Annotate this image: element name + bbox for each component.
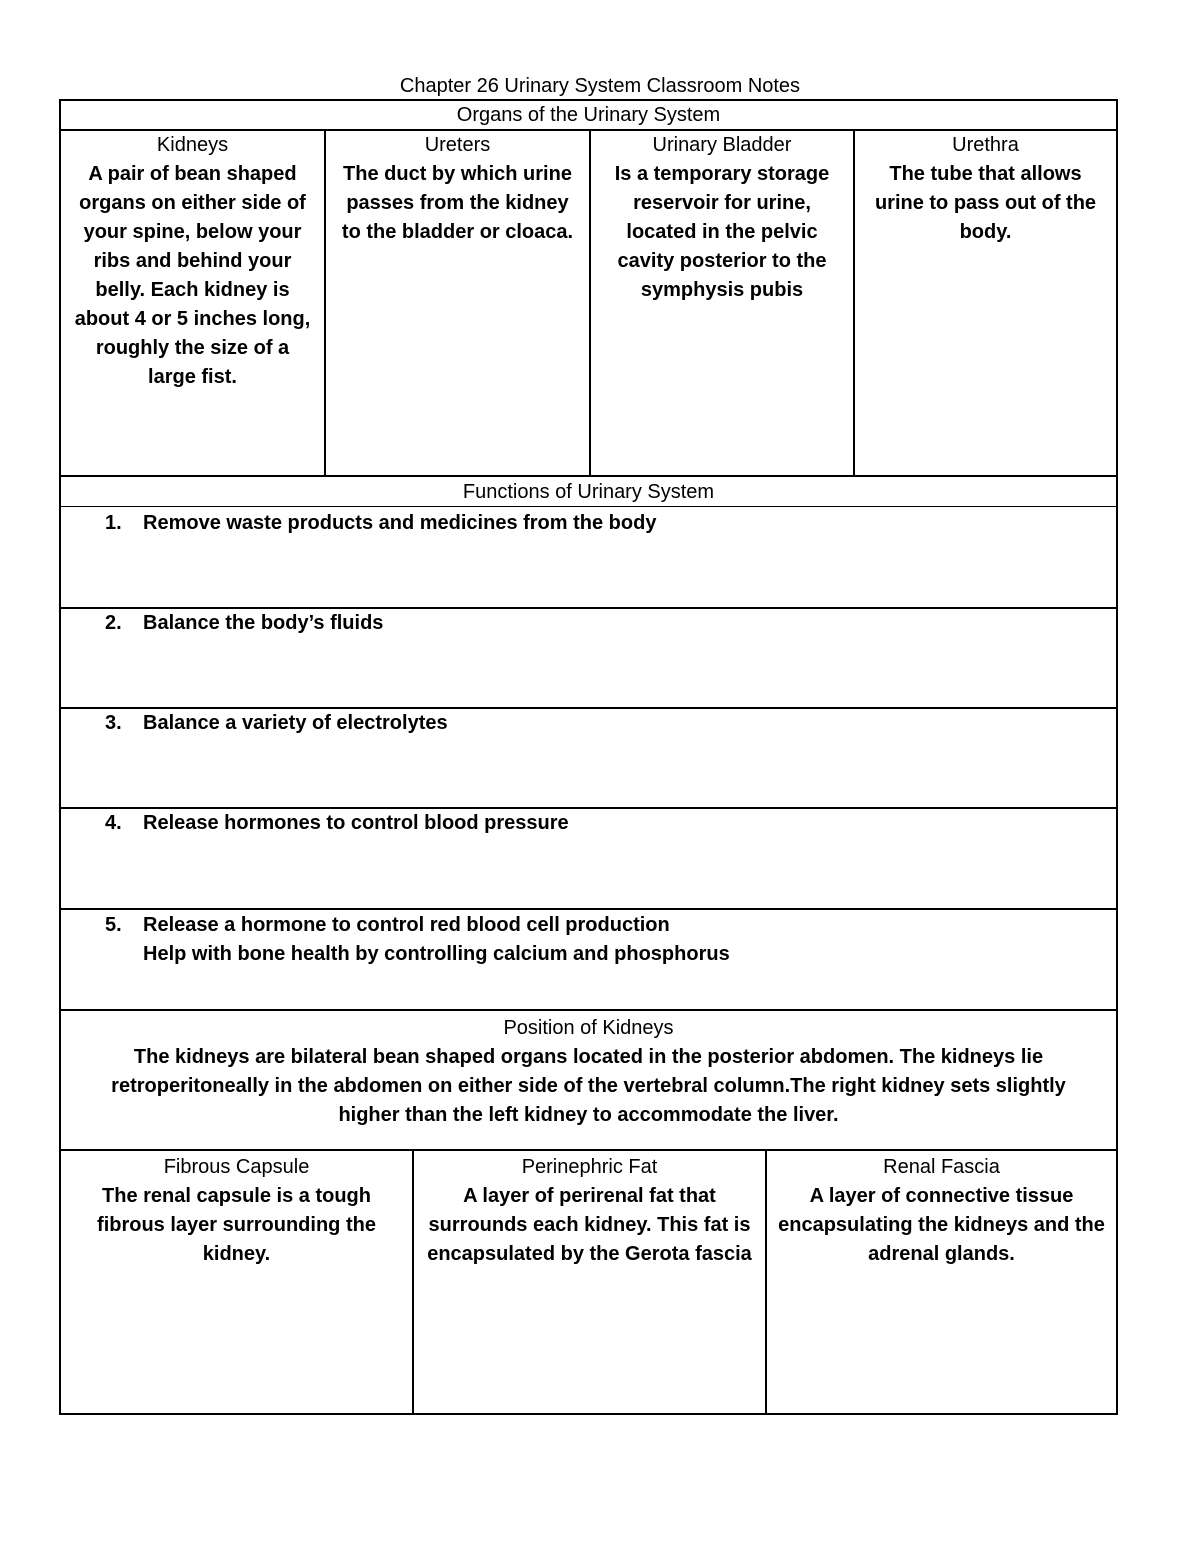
organ-cell-urinary-bladder (591, 131, 855, 475)
layer-name: Renal Fascia (883, 1156, 1000, 1178)
layer-description: A layer of perirenal fat that surrounds each kidney. This fat is encapsulated by the Gerota fascia (427, 1185, 752, 1265)
function-item (61, 909, 1116, 1009)
organ-name: Urinary Bladder (652, 134, 792, 156)
layer-name: Perinephric Fat (521, 1156, 658, 1178)
layer-cell-fibrous-capsule (61, 1151, 414, 1413)
organ-name: Urethra (952, 134, 1019, 156)
function-text: Balance the body’s fluids (143, 612, 384, 634)
function-text: Release hormones to control blood pressure (143, 812, 569, 834)
function-item (61, 607, 1116, 709)
position-text: The kidneys are bilateral bean shaped organs located in the posterior abdomen. The kidneys lie retroperitoneally in the abdomen on either side of the vertebral column.The right kidney sets slightly higher than the left kidney to accommodate the liver. (111, 1046, 1066, 1126)
page-title: Chapter 26 Urinary System Classroom Notes (399, 75, 801, 97)
organ-name: Kidneys (156, 134, 229, 156)
function-number: 2. (105, 612, 122, 634)
function-item (61, 807, 1116, 910)
function-text: Balance a variety of electrolytes (143, 712, 448, 734)
organ-name: Ureters (424, 134, 491, 156)
layer-name: Fibrous Capsule (163, 1156, 310, 1178)
organ-description: The tube that allows urine to pass out of the body. (874, 163, 1097, 243)
function-item (61, 507, 1116, 609)
function-text: Remove waste products and medicines from the body (143, 512, 657, 534)
function-number: 5. (105, 914, 122, 936)
organ-description: The duct by which urine passes from the kidney to the bladder or cloaca. (341, 163, 574, 243)
organ-description: A pair of bean shaped organs on either side of your spine, below your ribs and behind your belly. Each kidney is about 4 or 5 inches long, roughly the size of a large fist. (74, 163, 311, 388)
functions-table (59, 475, 1118, 1011)
organ-cell-ureters (326, 131, 591, 475)
organ-description: Is a temporary storage reservoir for urine, located in the pelvic cavity posterior to the symphysis pubis (614, 163, 830, 301)
function-number: 3. (105, 712, 122, 734)
layer-cell-perinephric-fat (414, 1151, 767, 1413)
function-item (61, 707, 1116, 809)
function-number: 1. (105, 512, 122, 534)
organs-header: Organs of the Urinary System (61, 101, 1116, 131)
layer-cell-renal-fascia (767, 1151, 1116, 1413)
layer-description: A layer of connective tissue encapsulating the kidneys and the adrenal glands. (778, 1185, 1105, 1265)
organ-cell-urethra (855, 131, 1116, 475)
function-number: 4. (105, 812, 122, 834)
position-header: Position of Kidneys (503, 1017, 674, 1039)
layers-table (59, 1149, 1118, 1415)
function-text: Help with bone health by controlling calcium and phosphorus (143, 943, 730, 965)
layer-description: The renal capsule is a tough fibrous layer surrounding the kidney. (97, 1185, 376, 1265)
functions-header: Functions of Urinary System (61, 477, 1116, 507)
position-table (59, 1009, 1118, 1151)
organs-table (59, 99, 1118, 477)
function-text: Release a hormone to control red blood cell production (143, 914, 670, 936)
organ-cell-kidneys (61, 131, 326, 475)
